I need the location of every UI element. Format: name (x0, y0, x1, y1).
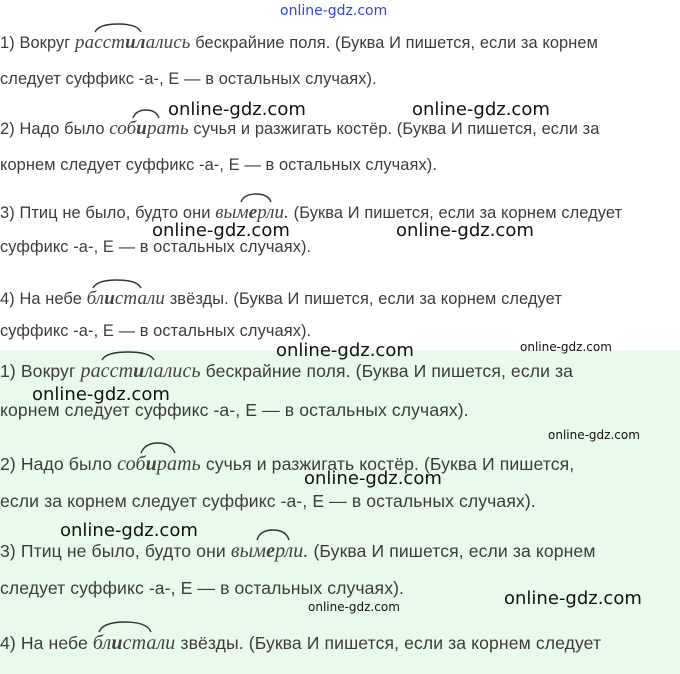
s2-line-3: 3) Птиц не было, будто они вымерли. (Буква И пишется, если за корнем (0, 540, 596, 563)
watermark: online-gdz.com (168, 99, 306, 120)
root-arc (239, 192, 273, 204)
watermark: online-gdz.com (520, 340, 612, 354)
watermark: online-gdz.com (32, 384, 170, 405)
s1-line-2: 2) Надо было собирать сучья и разжигать костёр. (Буква И пишется, если за (0, 118, 600, 140)
s2-line-2: 2) Надо было собирать сучья и разжигать костёр. (Буква И пишется, (0, 453, 574, 476)
s2-line-1b: корнем следует суффикс -а-, Е — в остальных случаях). (0, 400, 469, 420)
analyzed-word: собирать (109, 118, 189, 140)
watermark: online-gdz.com (308, 600, 400, 614)
analyzed-word: вымерли. (215, 202, 289, 224)
watermark: online-gdz.com (280, 3, 388, 19)
watermark: online-gdz.com (152, 220, 290, 241)
analyzed-word: расстилались (80, 360, 200, 383)
s1-line-4: 4) На небе блистали звёзды. (Буква И пишется, если за корнем следует (0, 288, 562, 310)
s1-line-3b: суффикс -а-, Е — в остальных случаях). (0, 238, 312, 256)
analyzed-word: блистали (87, 288, 165, 310)
watermark: online-gdz.com (548, 428, 640, 442)
watermark: online-gdz.com (60, 520, 198, 541)
s2-line-1: 1) Вокруг расстилались бескрайние поля. (Буква И пишется, если за (0, 360, 573, 383)
analyzed-word: вымерли. (231, 540, 309, 563)
root-arc (93, 22, 143, 34)
root-arc (91, 278, 143, 290)
root-arc (255, 528, 291, 542)
s1-line-1b: следует суффикс -а-, Е — в остальных случаях). (0, 70, 377, 88)
root-arc (139, 441, 177, 455)
s1-line-1: 1) Вокруг расстилались бескрайние поля. (Буква И пишется, если за корнем (0, 32, 598, 54)
s2-line-3b: следует суффикс -а-, Е — в остальных случаях). (0, 578, 405, 598)
s1-line-4b: суффикс -а-, Е — в остальных случаях). (0, 322, 312, 340)
watermark: online-gdz.com (504, 588, 642, 609)
root-arc (131, 108, 161, 120)
watermark: online-gdz.com (304, 468, 442, 489)
watermark: online-gdz.com (412, 99, 550, 120)
watermark: online-gdz.com (396, 220, 534, 241)
s2-line-4: 4) На небе блистали звёзды. (Буква И пишется, если за корнем следует (0, 632, 601, 655)
analyzed-word: расстилались (75, 32, 191, 54)
root-arc (97, 620, 153, 634)
s2-line-2b: если за корнем следует суффикс -а-, Е — в остальных случаях). (0, 491, 536, 511)
s1-line-2b: корнем следует суффикс -а-, Е — в остальных случаях). (0, 156, 437, 174)
analyzed-word: собирать (117, 453, 201, 476)
root-arc (100, 350, 156, 362)
analyzed-word: блистали (93, 632, 176, 655)
s1-line-3: 3) Птиц не было, будто они вымерли. (Буква И пишется, если за корнем следует (0, 202, 622, 224)
watermark: online-gdz.com (276, 340, 414, 361)
